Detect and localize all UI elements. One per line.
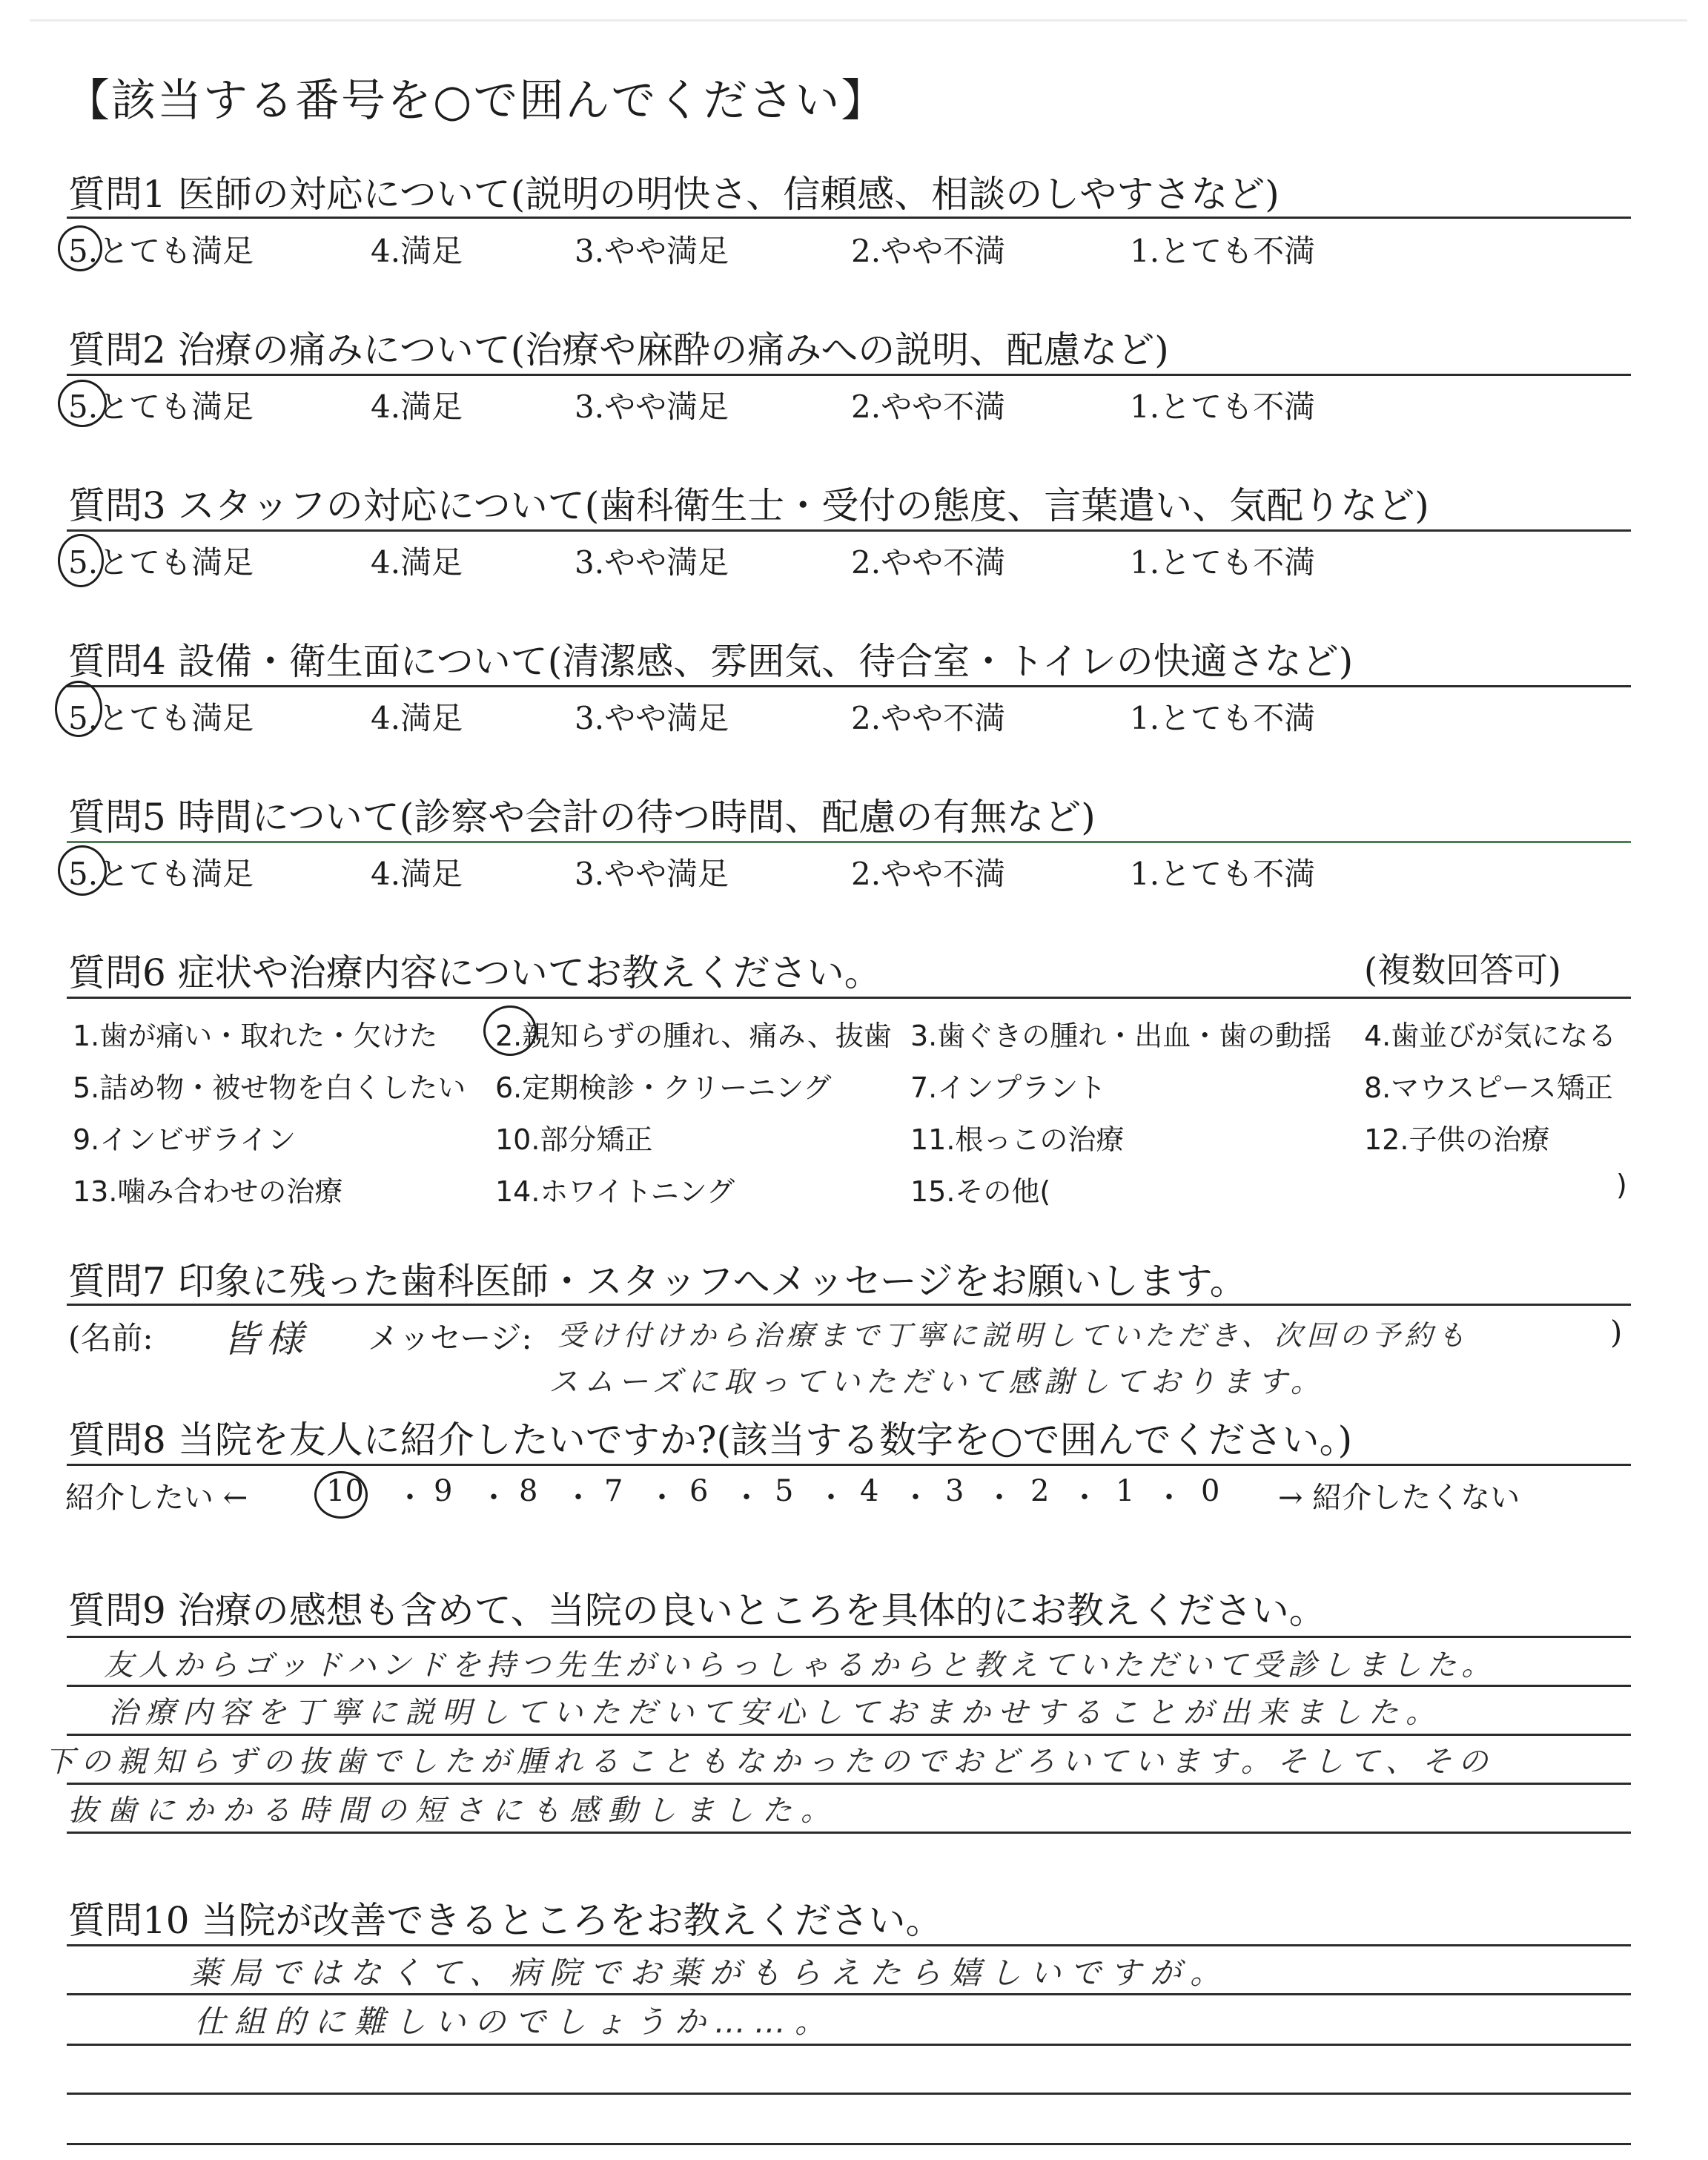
q6-title: 質問6 症状や治療内容についてお教えください。 xyxy=(68,951,881,994)
q5-option-5[interactable]: 5.とても満足 xyxy=(68,856,254,892)
q4-option-1[interactable]: 1.とても不満 xyxy=(1130,700,1316,736)
q6-item-6[interactable]: 6.定期検診・クリーニング xyxy=(495,1071,832,1104)
q8-score-3[interactable]: 3 xyxy=(945,1474,964,1508)
scan-top-edge xyxy=(30,19,1687,22)
q6-item-12[interactable]: 12.子供の治療 xyxy=(1364,1123,1550,1156)
q5-option-2[interactable]: 2.やや不満 xyxy=(851,856,1006,892)
q2-option-3[interactable]: 3.やや満足 xyxy=(575,389,729,425)
q7-title: 質問7 印象に残った歯科医師・スタッフへメッセージをお願いします。 xyxy=(68,1260,1247,1303)
q3-option-2[interactable]: 2.やや不満 xyxy=(851,544,1006,581)
q6-item-2[interactable]: 2.親知らずの腫れ、痛み、抜歯 xyxy=(495,1020,892,1052)
q4-title: 質問4 設備・衛生面について(清潔感、雰囲気、待合室・トイレの快適さなど) xyxy=(68,640,1354,683)
q9-rule xyxy=(67,1636,1631,1638)
dot-separator: ・ xyxy=(816,1481,846,1515)
q6-item-15[interactable]: 15.その他( xyxy=(910,1175,1051,1208)
dot-separator: ・ xyxy=(563,1481,593,1515)
dot-separator: ・ xyxy=(1154,1481,1184,1515)
q5-option-4[interactable]: 4.満足 xyxy=(371,856,463,892)
q2-selection-circle xyxy=(58,380,107,427)
q1-option-4[interactable]: 4.満足 xyxy=(371,233,463,269)
q3-option-4[interactable]: 4.満足 xyxy=(371,544,463,581)
q9-answer-line4: 抜歯にかかる時間の短さにも感動しました。 xyxy=(68,1794,839,1828)
q6-item-14[interactable]: 14.ホワイトニング xyxy=(495,1175,735,1208)
q1-selection-circle xyxy=(58,225,102,271)
q3-title: 質問3 スタッフの対応について(歯科衛生士・受付の態度、言葉遣い、気配りなど) xyxy=(68,484,1429,527)
q10-rule xyxy=(67,1944,1631,1946)
q4-option-3[interactable]: 3.やや満足 xyxy=(575,700,729,736)
q2-title: 質問2 治療の痛みについて(治療や麻酔の痛みへの説明、配慮など) xyxy=(68,328,1169,371)
q6-item-11[interactable]: 11.根っこの治療 xyxy=(910,1123,1125,1156)
q8-score-7[interactable]: 7 xyxy=(604,1474,623,1508)
q8-score-10[interactable]: 10 xyxy=(326,1474,364,1508)
dot-separator: ・ xyxy=(647,1481,677,1515)
q6-item-10[interactable]: 10.部分矯正 xyxy=(495,1123,653,1156)
q1-option-2[interactable]: 2.やや不満 xyxy=(851,233,1006,269)
dot-separator: ・ xyxy=(479,1481,509,1515)
q7-name-label: (名前: xyxy=(68,1320,153,1356)
q8-score-0[interactable]: 0 xyxy=(1201,1474,1220,1508)
q7-message-line2: スムーズに取っていただいて感謝しております。 xyxy=(549,1365,1326,1399)
q1-rule xyxy=(67,217,1631,219)
q8-score-8[interactable]: 8 xyxy=(519,1474,538,1508)
q8-score-2[interactable]: 2 xyxy=(1030,1474,1050,1508)
q5-rule xyxy=(67,841,1631,843)
q8-score-6[interactable]: 6 xyxy=(689,1474,709,1508)
q6-item-8[interactable]: 8.マウスピース矯正 xyxy=(1364,1071,1613,1104)
q7-message-line1: 受け付けから治療まで丁寧に説明していただき、次回の予約も xyxy=(557,1319,1470,1352)
q9-answer-rule xyxy=(67,1783,1631,1785)
q8-selection-circle xyxy=(314,1471,368,1519)
q1-title: 質問1 医師の対応について(説明の明快さ、信頼感、相談のしやすさなど) xyxy=(68,173,1280,216)
q10-answer-line1: 薬局ではなくて、病院でお薬がもらえたら嬉しいですが。 xyxy=(190,1955,1231,1991)
q10-answer-rule xyxy=(67,1993,1631,1995)
q2-option-4[interactable]: 4.満足 xyxy=(371,389,463,425)
q3-rule xyxy=(67,529,1631,532)
q6-item-5[interactable]: 5.詰め物・被せ物を白くしたい xyxy=(73,1071,466,1104)
q8-left-label: 紹介したい ← xyxy=(65,1481,248,1515)
q2-rule xyxy=(67,374,1631,376)
q6-selection-circle xyxy=(483,1005,537,1056)
q4-selection-circle xyxy=(55,681,102,737)
q6-item-4[interactable]: 4.歯並びが気になる xyxy=(1364,1020,1617,1052)
q6-item-7[interactable]: 7.インプラント xyxy=(910,1071,1107,1104)
q6-item-1[interactable]: 1.歯が痛い・取れた・欠けた xyxy=(73,1020,438,1052)
q6-item-15-close-paren: ) xyxy=(1616,1169,1627,1201)
q3-selection-circle xyxy=(58,534,104,587)
q7-close-paren: ) xyxy=(1610,1314,1623,1350)
dot-separator: ・ xyxy=(1070,1481,1099,1515)
q10-title: 質問10 当院が改善できるところをお教えください。 xyxy=(68,1899,943,1942)
q6-item-3[interactable]: 3.歯ぐきの腫れ・出血・歯の動揺 xyxy=(910,1020,1332,1052)
q9-answer-rule xyxy=(67,1685,1631,1687)
q9-title: 質問9 治療の感想も含めて、当院の良いところを具体的にお教えください。 xyxy=(68,1589,1326,1632)
q2-option-2[interactable]: 2.やや不満 xyxy=(851,389,1006,425)
dot-separator: ・ xyxy=(732,1481,761,1515)
q3-option-5[interactable]: 5.とても満足 xyxy=(68,544,254,581)
q9-answer-rule xyxy=(67,1734,1631,1736)
q7-message-label: メッセージ: xyxy=(368,1320,532,1356)
dot-separator: ・ xyxy=(984,1481,1014,1515)
q10-answer-rule xyxy=(67,2044,1631,2046)
q8-title: 質問8 当院を友人に紹介したいですか?(該当する数字を○で囲んでください。) xyxy=(68,1418,1353,1462)
q2-option-1[interactable]: 1.とても不満 xyxy=(1130,389,1316,425)
q8-right-label: → 紹介したくない xyxy=(1278,1481,1520,1515)
q9-answer-line3: 下の親知らずの抜歯でしたが腫れることもなかったのでおどろいています。そして、その xyxy=(44,1745,1494,1779)
q6-multiple-note: (複数回答可) xyxy=(1364,950,1561,990)
q3-option-3[interactable]: 3.やや満足 xyxy=(575,544,729,581)
q6-item-9[interactable]: 9.インビザライン xyxy=(73,1123,297,1156)
q6-rule xyxy=(67,997,1631,999)
q4-rule xyxy=(67,685,1631,687)
q4-option-5[interactable]: 5.とても満足 xyxy=(68,700,254,736)
q6-item-13[interactable]: 13.噛み合わせの治療 xyxy=(73,1175,343,1208)
q7-name-handwritten: 皆様 xyxy=(222,1318,310,1361)
q10-answer-line2: 仕組的に難しいのでしょうか……。 xyxy=(194,2004,835,2040)
q2-option-5[interactable]: 5.とても満足 xyxy=(68,389,254,425)
q1-option-1[interactable]: 1.とても不満 xyxy=(1130,233,1316,269)
form-instruction: 【該当する番号を○で囲んでください】 xyxy=(65,75,887,127)
q9-answer-line1: 友人からゴッドハンドを持つ先生がいらっしゃるからと教えていただいて受診しました。 xyxy=(104,1648,1497,1682)
q9-answer-rule xyxy=(67,1832,1631,1834)
q8-score-5[interactable]: 5 xyxy=(775,1474,794,1508)
q5-option-1[interactable]: 1.とても不満 xyxy=(1130,856,1316,892)
q5-selection-circle xyxy=(58,845,107,896)
q8-score-4[interactable]: 4 xyxy=(860,1474,879,1508)
q10-answer-rule xyxy=(67,2093,1631,2095)
q1-option-5[interactable]: 5.とても満足 xyxy=(68,233,254,269)
q4-option-2[interactable]: 2.やや不満 xyxy=(851,700,1006,736)
q8-score-9[interactable]: 9 xyxy=(434,1474,453,1508)
q8-score-1[interactable]: 1 xyxy=(1116,1474,1135,1508)
q4-option-4[interactable]: 4.満足 xyxy=(371,700,463,736)
dot-separator: ・ xyxy=(901,1481,930,1515)
q9-answer-line2: 治療内容を丁寧に説明していただいて安心しておまかせすることが出来ました。 xyxy=(108,1696,1443,1730)
q5-title: 質問5 時間について(診察や会計の待つ時間、配慮の有無など) xyxy=(68,796,1096,839)
dot-separator: ・ xyxy=(395,1481,425,1515)
q7-rule xyxy=(67,1304,1631,1306)
q8-rule xyxy=(67,1464,1631,1466)
q1-option-3[interactable]: 3.やや満足 xyxy=(575,233,729,269)
q3-option-1[interactable]: 1.とても不満 xyxy=(1130,544,1316,581)
q10-answer-rule xyxy=(67,2143,1631,2145)
q5-option-3[interactable]: 3.やや満足 xyxy=(575,856,729,892)
